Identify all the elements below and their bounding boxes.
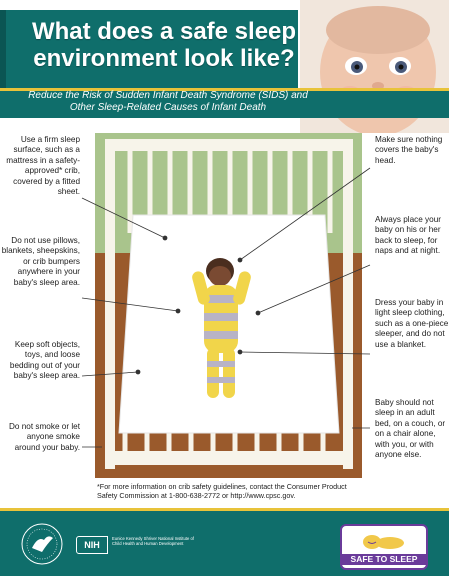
safe-to-sleep-logo	[340, 524, 428, 570]
callout-firm-surface: Use a firm sleep surface, such as a mattress in a safety-approved* crib, covered by a fitted sheet.	[6, 135, 80, 197]
sleeping-baby-icon	[342, 526, 426, 556]
callout-nothing-covers: Make sure nothing covers the baby's head.	[375, 135, 443, 165]
crib-safety-footnote: *For more information on crib safety guidelines, contact the Consumer Product Safety Commission at 1-800-638-2772 or http://www.cpsc.gov.	[97, 482, 347, 500]
footer-band	[0, 508, 449, 576]
callout-on-back: Always place your baby on his or her back to sleep, for naps and at night.	[375, 215, 441, 256]
callout-light-clothing: Dress your baby in light sleep clothing, such as a one-piece sleeper, and do not use a blanket.	[375, 298, 449, 349]
callout-no-adult-bed: Baby should not sleep in an adult bed, on a couch, or on a chair alone, with you, or with anyone else.	[375, 398, 446, 460]
crib-photo	[95, 133, 362, 478]
nih-branding	[76, 534, 194, 554]
nih-logo: NIH	[76, 536, 108, 554]
callout-no-smoke: Do not smoke or let anyone smoke around your baby.	[9, 422, 80, 452]
safe-to-sleep-label: SAFE TO SLEEP	[342, 554, 426, 565]
callout-no-pillows: Do not use pillows, blankets, sheepskins, or crib bumpers anywhere in your baby's sleep area.	[1, 236, 80, 287]
subtitle: Reduce the Risk of Sudden Infant Death Syndrome (SIDS) and Other Sleep-Related Causes of Infant Death	[28, 90, 308, 113]
hhs-eagle-logo-icon	[20, 522, 64, 566]
nih-institute-name: Eunice Kennedy Shriver National Institute of Child Health and Human Development	[112, 536, 194, 547]
header-accent	[0, 10, 6, 88]
footer-gold-stripe	[0, 508, 449, 511]
page-title: What does a safe sleep environment look like?	[31, 18, 297, 72]
callout-soft-objects: Keep soft objects, toys, and loose bedding out of your baby's sleep area.	[9, 340, 80, 381]
